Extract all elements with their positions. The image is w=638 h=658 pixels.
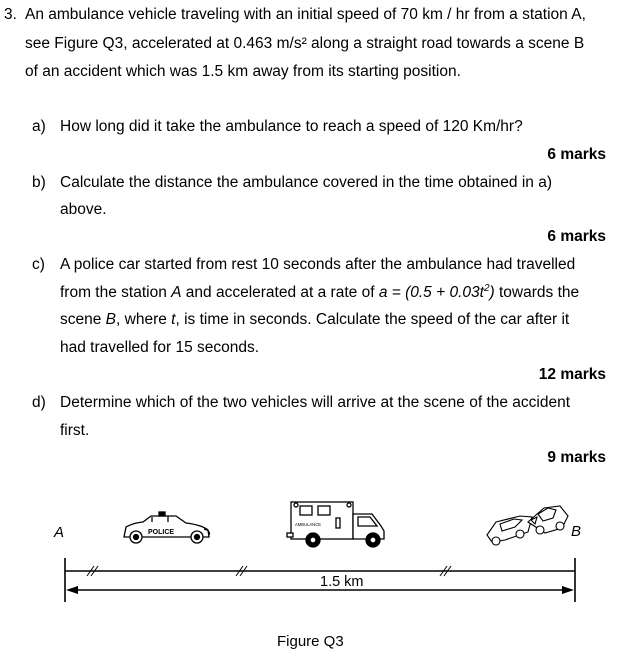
police-car-icon (124, 512, 209, 543)
part-c-text-line-4: had travelled for 15 seconds. (60, 339, 260, 356)
scene-b-label (571, 523, 581, 540)
part-c-line3-post: , is time in seconds. Calculate the speed of the car after it (175, 311, 570, 328)
formula-main: a = (0.5 + 0.03t (378, 284, 484, 301)
question-intro-line-3: of an accident which was 1.5 km away from its starting position. (25, 63, 461, 80)
distance-label: 1.5 km (320, 574, 364, 590)
part-d-text-line-1: Determine which of the two vehicles will arrive at the scene of the accident (60, 394, 571, 411)
part-c-line3-mid: , where (116, 311, 172, 328)
part-a-text: How long did it take the ambulance to reach a speed of 120 Km/hr? (60, 118, 523, 135)
part-a-label: a) (32, 118, 46, 135)
station-a-ref: A (171, 284, 182, 301)
part-c-line2-post: towards the (494, 284, 580, 301)
part-c-line2-mid: and accelerated at a rate of (181, 284, 379, 301)
part-d-marks: 9 marks (547, 449, 606, 466)
station-a-label (54, 524, 64, 541)
part-c-marks: 12 marks (538, 366, 606, 383)
part-c-text-line-1: A police car started from rest 10 seconds after the ambulance had travelled (60, 256, 576, 273)
part-a-marks: 6 marks (547, 146, 606, 163)
part-b-label: b) (32, 174, 46, 191)
question-number: 3. (4, 6, 17, 23)
scene-b-ref: B (105, 311, 117, 328)
part-b-text-line-2: above. (60, 201, 107, 218)
label-b-text: B (571, 523, 582, 540)
formula-exponent: 2 (483, 283, 490, 294)
police-label: POLICE (148, 529, 175, 536)
question-intro-line-2: see Figure Q3, accelerated at 0.463 m/s² along a straight road towards a scene B (25, 35, 585, 52)
part-b-marks: 6 marks (547, 228, 606, 245)
formula-close: ) (489, 284, 495, 301)
part-c-line3-pre: scene (60, 311, 106, 328)
time-variable: t (171, 311, 176, 328)
part-c-label: c) (32, 256, 45, 273)
label-a-text: A (54, 524, 65, 541)
question-intro-line-1: An ambulance vehicle traveling with an initial speed of 70 km / hr from a station A, (25, 6, 586, 23)
part-c-line2-pre: from the station (60, 284, 172, 301)
accident-cars-icon (487, 506, 568, 545)
part-d-text-line-2: first. (60, 422, 90, 439)
ambulance-label: AMBULANCE (295, 522, 322, 527)
part-b-text-line-1: Calculate the distance the ambulance covered in the time obtained in a) (60, 174, 552, 191)
figure-caption: Figure Q3 (277, 633, 344, 650)
part-d-label: d) (32, 394, 46, 411)
